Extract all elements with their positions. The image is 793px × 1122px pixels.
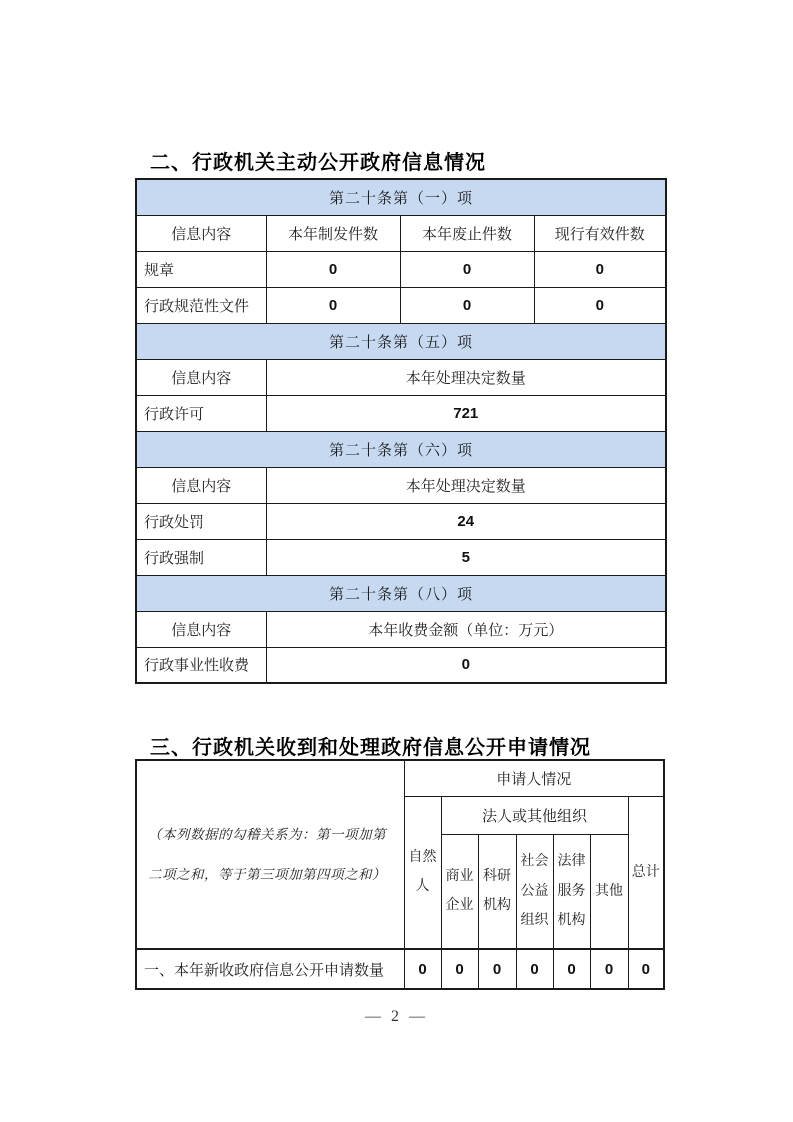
section-3-title: 三、行政机关收到和处理政府信息公开申请情况 <box>150 737 591 759</box>
section-header-article-20-6: 第二十条第（六）项 <box>136 431 666 467</box>
section-header-row <box>136 575 666 611</box>
table-row <box>136 503 666 539</box>
col-header-applicant-situation: 申请人情况 <box>404 760 664 796</box>
section-2-title: 二、行政机关主动公开政府信息情况 <box>150 152 486 174</box>
cell-value: 0 <box>590 949 628 989</box>
col-header-social-welfare-org: 社会公益组织 <box>516 834 553 949</box>
col-header-decisions-this-year: 本年处理决定数量 <box>266 359 666 395</box>
column-header-row <box>136 611 666 647</box>
row-label-regulations: 规章 <box>136 251 266 287</box>
column-header-row <box>136 467 666 503</box>
cell-value: 0 <box>266 287 400 323</box>
cell-value: 0 <box>628 949 664 989</box>
cell-value: 24 <box>266 503 666 539</box>
section-header-row <box>136 179 666 215</box>
cell-value: 0 <box>266 647 666 683</box>
section-header-article-20-8: 第二十条第（八）项 <box>136 575 666 611</box>
application-handling-table <box>135 759 665 990</box>
col-header-info-content: 信息内容 <box>136 611 266 647</box>
col-header-legal-or-other-org: 法人或其他组织 <box>441 796 628 834</box>
col-header-other: 其他 <box>590 834 628 949</box>
row-label-normative-documents: 行政规范性文件 <box>136 287 266 323</box>
row-label-administrative-license: 行政许可 <box>136 395 266 431</box>
table-row <box>136 287 666 323</box>
col-header-info-content: 信息内容 <box>136 215 266 251</box>
col-header-info-content: 信息内容 <box>136 467 266 503</box>
table-row <box>136 539 666 575</box>
cell-value: 0 <box>441 949 478 989</box>
cell-value: 0 <box>266 251 400 287</box>
col-header-natural-person: 自然人 <box>404 796 441 949</box>
applicant-header-row <box>136 760 664 796</box>
cell-value: 0 <box>516 949 553 989</box>
proactive-disclosure-table <box>135 178 667 684</box>
cell-value: 0 <box>534 287 666 323</box>
section-header-row <box>136 431 666 467</box>
col-header-abolished-this-year: 本年废止件数 <box>400 215 534 251</box>
new-applications-row <box>136 949 664 989</box>
cell-value: 0 <box>400 251 534 287</box>
cell-value: 5 <box>266 539 666 575</box>
col-header-research-institution: 科研机构 <box>478 834 516 949</box>
col-header-info-content: 信息内容 <box>136 359 266 395</box>
row-label-new-applications: 一、本年新收政府信息公开申请数量 <box>136 949 404 989</box>
row-label-administrative-coercion: 行政强制 <box>136 539 266 575</box>
row-label-administrative-fees: 行政事业性收费 <box>136 647 266 683</box>
cell-value: 721 <box>266 395 666 431</box>
section-header-article-20-5: 第二十条第（五）项 <box>136 323 666 359</box>
page-number: — 2 — <box>365 1008 428 1025</box>
cell-value: 0 <box>478 949 516 989</box>
column-header-row <box>136 359 666 395</box>
col-header-decisions-this-year: 本年处理决定数量 <box>266 467 666 503</box>
col-header-fees-collected: 本年收费金额（单位：万元） <box>266 611 666 647</box>
reconciliation-note: （本列数据的勾稽关系为：第一项加第二项之和，等于第三项加第四项之和） <box>136 760 404 949</box>
column-header-row <box>136 215 666 251</box>
section-header-article-20-1: 第二十条第（一）项 <box>136 179 666 215</box>
col-header-total: 总计 <box>628 796 664 949</box>
section-header-row <box>136 323 666 359</box>
cell-value: 0 <box>534 251 666 287</box>
col-header-business-enterprise: 商业企业 <box>441 834 478 949</box>
col-header-issued-this-year: 本年制发件数 <box>266 215 400 251</box>
col-header-currently-effective: 现行有效件数 <box>534 215 666 251</box>
table-row <box>136 395 666 431</box>
table-row <box>136 251 666 287</box>
cell-value: 0 <box>553 949 590 989</box>
table-row <box>136 647 666 683</box>
cell-value: 0 <box>400 287 534 323</box>
cell-value: 0 <box>404 949 441 989</box>
row-label-administrative-penalty: 行政处罚 <box>136 503 266 539</box>
col-header-legal-service-org: 法律服务机构 <box>553 834 590 949</box>
